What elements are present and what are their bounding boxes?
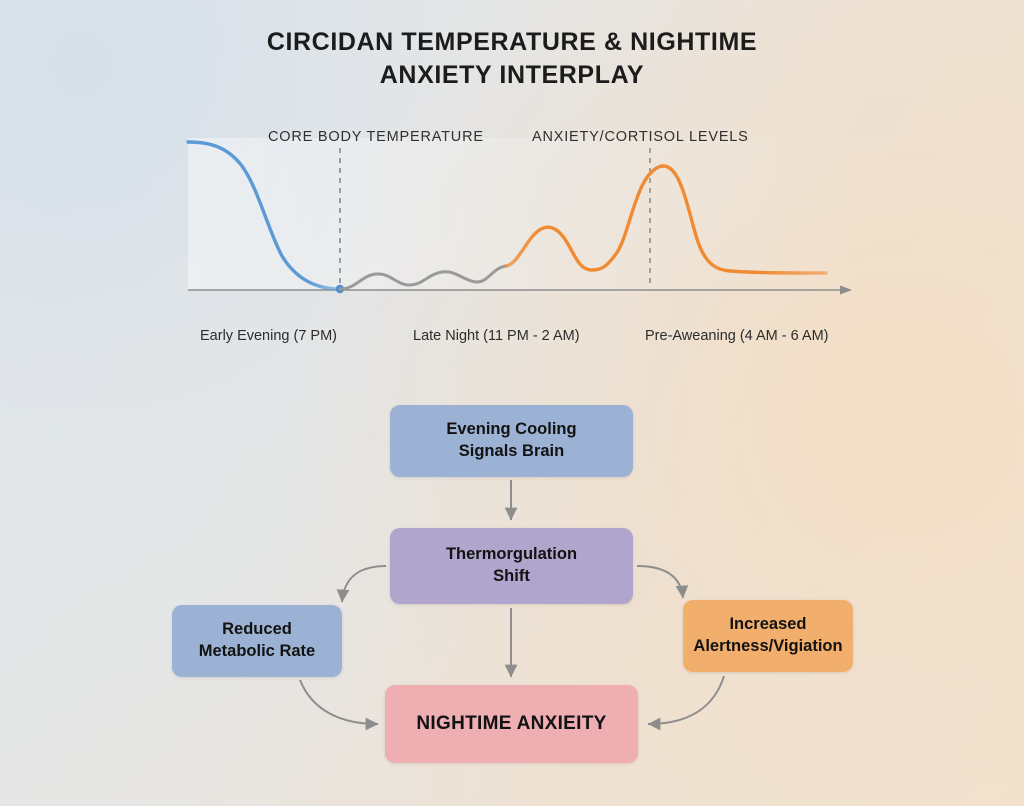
node-nightime-anxiety[interactable] bbox=[385, 685, 638, 763]
node-alertness-line-1: Increased bbox=[729, 615, 807, 634]
legend-core-body-temperature: CORE BODY TEMPERATURE bbox=[268, 129, 484, 145]
flow-diagram bbox=[0, 380, 1024, 780]
node-evening-cooling-line-2: Signals Brain bbox=[458, 442, 565, 460]
chart-plot-area bbox=[150, 118, 890, 323]
x-tick-late-night: Late Night (11 PM - 2 AM) bbox=[413, 328, 580, 344]
arrow-metabolic-to-anxiety bbox=[300, 680, 378, 724]
plot-background bbox=[188, 138, 848, 290]
node-metabolic-line-2: Metabolic Rate bbox=[198, 642, 316, 660]
arrow-thermo-to-metabolic bbox=[342, 566, 386, 602]
node-thermoregulation-line-2: Shift bbox=[493, 567, 530, 585]
x-tick-early-evening: Early Evening (7 PM) bbox=[200, 328, 337, 344]
page-title-line-1: CIRCIDAN TEMPERATURE & NIGHTIME bbox=[266, 28, 758, 56]
node-thermoregulation-shift[interactable] bbox=[390, 528, 633, 604]
node-metabolic-line-1: Reduced bbox=[222, 620, 292, 639]
page-title-line-2: ANXIETY INTERPLAY bbox=[379, 60, 645, 89]
node-evening-cooling[interactable] bbox=[390, 405, 633, 477]
circadian-chart bbox=[150, 118, 890, 368]
node-evening-cooling-line-1: Evening Cooling bbox=[446, 420, 577, 439]
arrow-alertness-to-anxiety bbox=[648, 676, 724, 724]
node-increased-alertness[interactable] bbox=[683, 600, 853, 672]
legend-anxiety-cortisol: ANXIETY/CORTISOL LEVELS bbox=[532, 129, 749, 145]
node-thermoregulation-line-1: Thermorgulation bbox=[445, 545, 578, 564]
arrow-thermo-to-alertness bbox=[637, 566, 683, 598]
x-tick-pre-awakening: Pre-Aweaning (4 AM - 6 AM) bbox=[645, 328, 829, 344]
node-reduced-metabolic-rate[interactable] bbox=[172, 605, 342, 677]
page-title bbox=[0, 26, 1024, 91]
node-alertness-line-2: Alertness/Vigiation bbox=[693, 637, 843, 655]
node-nightime-anxiety-label: NIGHTIME ANXIEITY bbox=[416, 713, 607, 735]
